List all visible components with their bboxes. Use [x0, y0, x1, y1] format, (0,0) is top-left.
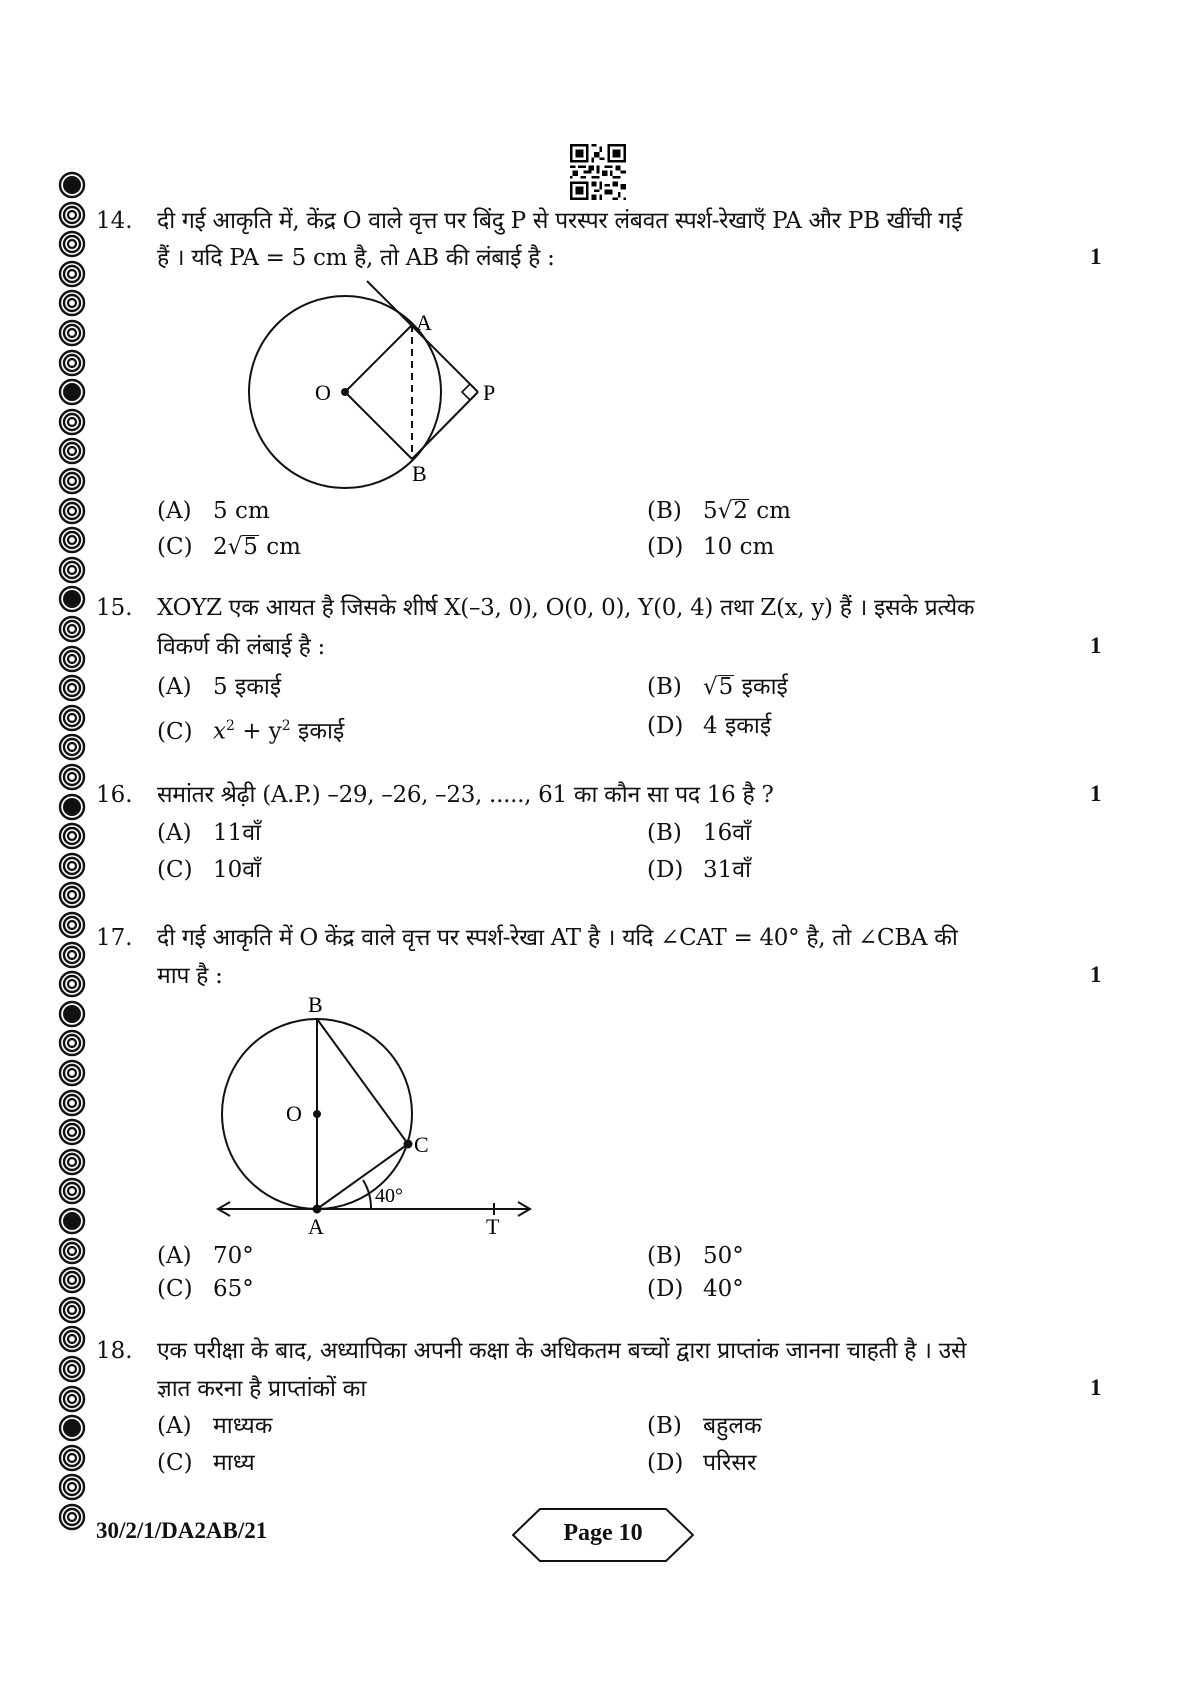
option-d[interactable]: (D) परिसर — [647, 1450, 757, 1476]
option-a[interactable]: (A) 5 cm — [157, 498, 270, 524]
concentric-circle-icon — [58, 1148, 86, 1176]
question-text-line: दी गई आकृति में O केंद्र वाले वृत्त पर स्पर्श-रेखा AT है । यदि ∠CAT = 40° है, तो ∠CBA की — [157, 925, 958, 951]
question-number: 18. — [96, 1338, 133, 1364]
concentric-circle-icon — [58, 1266, 86, 1294]
concentric-circle-icon — [58, 349, 86, 377]
tangent-angle-figure — [200, 990, 550, 1240]
option-b[interactable]: (B) 16वाँ — [647, 820, 752, 846]
concentric-circle-icon — [58, 230, 86, 258]
concentric-circle-icon — [58, 526, 86, 554]
option-d[interactable]: (D) 4 इकाई — [647, 713, 772, 739]
concentric-circle-icon — [58, 645, 86, 673]
concentric-circle-icon — [58, 556, 86, 584]
filled-circle-icon — [58, 171, 86, 199]
concentric-circle-icon — [58, 497, 86, 525]
filled-circle-icon — [58, 1414, 86, 1442]
label-angle: 40° — [375, 1185, 403, 1207]
marks: 1 — [1090, 1375, 1102, 1400]
concentric-circle-icon — [58, 911, 86, 939]
concentric-circle-icon — [58, 1385, 86, 1413]
concentric-circle-icon — [58, 1325, 86, 1353]
concentric-circle-icon — [58, 467, 86, 495]
concentric-circle-icon — [58, 319, 86, 347]
marks: 1 — [1090, 781, 1102, 806]
concentric-circle-icon — [58, 201, 86, 229]
concentric-circle-icon — [58, 674, 86, 702]
option-c[interactable]: (C) $x^2 + y^2$ इकाई — [157, 718, 345, 745]
filled-circle-icon — [58, 1207, 86, 1235]
question-number: 17. — [96, 925, 133, 951]
concentric-circle-icon — [58, 1237, 86, 1265]
sqrt-sign: √ — [227, 534, 243, 560]
sqrt-sign: √ — [717, 498, 733, 524]
concentric-circle-icon — [58, 852, 86, 880]
concentric-circle-icon — [58, 763, 86, 791]
label-p: P — [483, 380, 496, 405]
question-text-line: विकर्ण की लंबाई है : — [157, 634, 325, 660]
concentric-circle-icon — [58, 970, 86, 998]
option-a[interactable]: (A) 5 इकाई — [157, 674, 282, 700]
page-number: Page 10 — [563, 1520, 643, 1546]
label-o: O — [315, 380, 331, 405]
concentric-circle-icon — [58, 881, 86, 909]
question-text-line: समांतर श्रेढ़ी (A.P.) –29, –26, –23, ....., 61 का कौन सा पद 16 है ? — [157, 782, 774, 808]
filled-circle-icon — [58, 793, 86, 821]
option-a[interactable]: (A) माध्यक — [157, 1413, 273, 1439]
label-b: B — [412, 461, 427, 486]
option-b[interactable]: (B) 50° — [647, 1243, 744, 1269]
tangent-circle-figure — [230, 270, 530, 510]
label-o: O — [286, 1101, 302, 1126]
concentric-circle-icon — [58, 1118, 86, 1146]
concentric-circle-icon — [58, 437, 86, 465]
option-b[interactable]: (B) 5√2 cm — [647, 498, 791, 524]
concentric-circle-icon — [58, 1089, 86, 1117]
question-number: 14. — [96, 208, 133, 234]
sqrt-sign: √ — [703, 674, 718, 700]
option-b[interactable]: (B) √5 इकाई — [647, 674, 788, 700]
question-number: 16. — [96, 782, 133, 808]
question-text-line: XOYZ एक आयत है जिसके शीर्ष X(–3, 0), O(0, 0), Y(0, 4) तथा Z(x, y) हैं । इसके प्रत्येक — [157, 595, 975, 621]
option-c[interactable]: (C) 2√5 cm — [157, 534, 301, 560]
concentric-circle-icon — [58, 1503, 86, 1531]
concentric-circle-icon — [58, 615, 86, 643]
concentric-circle-icon — [58, 1355, 86, 1383]
marks: 1 — [1090, 244, 1102, 269]
concentric-circle-icon — [58, 1177, 86, 1205]
question-text-line: ज्ञात करना है प्राप्तांकों का — [157, 1376, 366, 1402]
question-text-line: हैं । यदि PA = 5 cm है, तो AB की लंबाई है : — [157, 245, 555, 271]
question-text-line: दी गई आकृति में, केंद्र O वाले वृत्त पर बिंदु P से परस्पर लंबवत स्पर्श-रेखाएँ PA और PB खींची गई — [157, 208, 963, 234]
concentric-circle-icon — [58, 941, 86, 969]
label-t: T — [486, 1214, 500, 1239]
concentric-circle-icon — [58, 733, 86, 761]
concentric-circle-icon — [58, 260, 86, 288]
qr-code-icon — [570, 144, 626, 200]
concentric-circle-icon — [58, 822, 86, 850]
question-number: 15. — [96, 595, 133, 621]
concentric-circle-icon — [58, 289, 86, 317]
label-c: C — [414, 1132, 429, 1157]
label-a: A — [416, 310, 432, 335]
option-c[interactable]: (C) माध्य — [157, 1450, 255, 1476]
option-a[interactable]: (A) 70° — [157, 1243, 254, 1269]
option-d[interactable]: (D) 40° — [647, 1276, 744, 1302]
option-a[interactable]: (A) 11वाँ — [157, 820, 262, 846]
question-text-line: माप है : — [157, 963, 223, 989]
filled-circle-icon — [58, 1000, 86, 1028]
page-number-badge — [512, 1508, 694, 1562]
concentric-circle-icon — [58, 408, 86, 436]
concentric-circle-icon — [58, 1296, 86, 1324]
option-b[interactable]: (B) बहुलक — [647, 1413, 762, 1439]
marks: 1 — [1090, 962, 1102, 987]
label-b: B — [308, 992, 323, 1017]
filled-circle-icon — [58, 585, 86, 613]
question-text-line: एक परीक्षा के बाद, अध्यापिका अपनी कक्षा के अधिकतम बच्चों द्वारा प्राप्तांक जानना चाहती है । उसे — [157, 1338, 967, 1364]
concentric-circle-icon — [58, 1029, 86, 1057]
label-a: A — [308, 1214, 324, 1239]
marks: 1 — [1090, 633, 1102, 658]
concentric-circle-icon — [58, 1059, 86, 1087]
paper-code: 30/2/1/DA2AB/21 — [96, 1518, 268, 1543]
option-d[interactable]: (D) 10 cm — [647, 534, 775, 560]
option-d[interactable]: (D) 31वाँ — [647, 857, 752, 883]
concentric-circle-icon — [58, 1473, 86, 1501]
concentric-circle-icon — [58, 1444, 86, 1472]
concentric-circle-icon — [58, 704, 86, 732]
option-c[interactable]: (C) 65° — [157, 1276, 254, 1302]
option-c[interactable]: (C) 10वाँ — [157, 857, 262, 883]
filled-circle-icon — [58, 378, 86, 406]
